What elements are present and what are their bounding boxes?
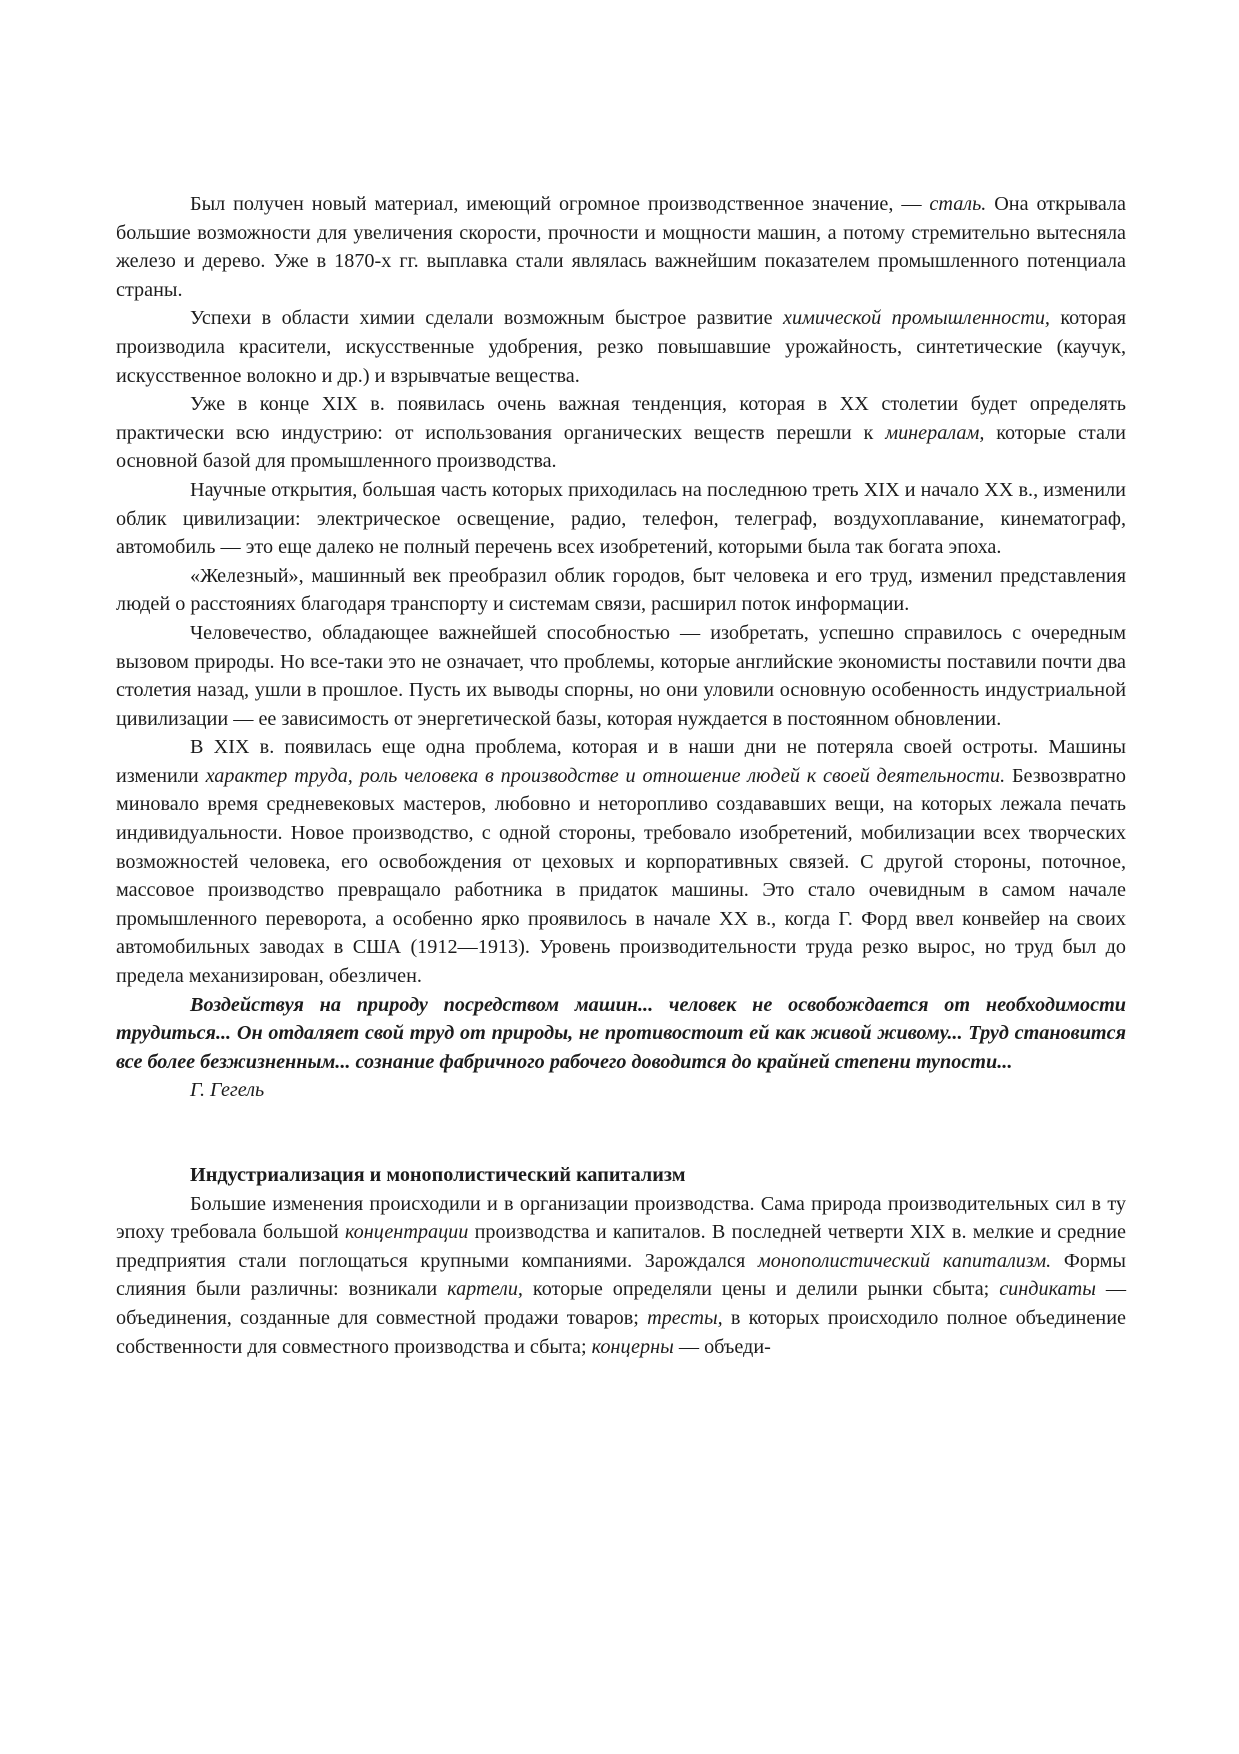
hegel-quote: Воздействуя на природу посредством машин... человек не освобождается от необходимости трудиться... Он отдаляет свой труд от природы, не противостоит ей как живой живому... Труд становится все более безжизненным... сознание фабричного рабочего доводится до крайней степени тупости...: [116, 993, 1126, 1073]
text-run: Уже в конце XIX в. появилась очень важная тенденция, которая в XX столетии будет определять практически всю индустрию: от использования органических веществ перешли к: [116, 393, 1126, 444]
text-run: Научные открытия, большая часть которых приходилась на последнюю треть XIX и начало XX в., изменили облик цивилизации: электрическое освещение, радио, телефон, телеграф, воздухоплавание, кинематограф, автомобиль — это еще далеко не полный перечень всех изобретений, которыми была так богата эпоха.: [116, 478, 1126, 559]
text-run: которые стали основной базой для промышленного производства.: [116, 421, 1126, 473]
quote-author: Г. Гегель: [190, 1079, 265, 1102]
text-run: — объединения, созданные для совместной продажи товаров;: [116, 1278, 1127, 1329]
text-run: — объеди-: [673, 1335, 771, 1358]
text-run: Большие изменения происходили и в организации производства. Сама природа производительных сил в ту эпоху требовала большой: [116, 1192, 1126, 1244]
paragraph-labor: [116, 733, 1126, 990]
italic-term: концерны: [591, 1335, 674, 1358]
text-run: Безвозвратно миновало время средневековых мастеров, любовно и неторопливо создававших вещи, на которых лежала печать индивидуальности. Новое производство, с одной стороны, требовало изобретений, мобилизации всех творческих возможностей человека, его освобождения от цеховых и корпоративных связей. С другой стороны, поточное, массовое производство превращало работника в придаток машины. Это стало очевидным в самом начале промышленного переворота, а особенно ярко проявилось в начале XX в., когда Г. Форд ввел конвейер на своих автомобильных заводах в США (1912—1913). Уровень производительности труда резко вырос, но труд был до предела механизирован, обезличен.: [116, 764, 1126, 988]
italic-term: монополистический капитализм.: [757, 1249, 1052, 1272]
italic-term: синдикаты: [999, 1278, 1096, 1301]
italic-term: характер труда, роль человека в производстве и отношение людей к своей деятельности.: [205, 764, 1006, 787]
text-run: Формы слияния были различны: возникали: [116, 1249, 1126, 1301]
document-page: [116, 190, 1126, 1361]
paragraph-iron-age: [116, 562, 1126, 619]
text-run: которые определяли цены и делили рынки сбыта;: [522, 1278, 1000, 1301]
text-run: Человечество, обладающее важнейшей способностью — изобретать, успешно справилось с очередным вызовом природы. Но все-таки это не означает, что проблемы, которые английские экономисты поставили почти два столетия назад, ушли в прошлое. Пусть их выводы спорны, но они уловили основную особенность индустриальной цивилизации — ее зависимость от энергетической базы, которая нуждается в постоянном обновлении.: [116, 621, 1126, 730]
section-paragraph: [116, 1190, 1126, 1362]
italic-term: сталь.: [929, 193, 987, 215]
italic-term: картели,: [447, 1278, 523, 1301]
italic-term: химической промышленности,: [782, 307, 1050, 330]
text-run: в которых происходило полное объединение собственности для совместного производства и сбыта;: [116, 1306, 1126, 1358]
paragraph-chemistry: [116, 304, 1126, 390]
paragraph-discoveries: [116, 476, 1126, 562]
text-run: производства и капиталов. В последней четверти XIX в. мелкие и средние предприятия стали поглощаться крупными компаниями. Зарождался: [116, 1221, 1126, 1272]
text-run: которая производила красители, искусственные удобрения, резко повышавшие урожайность, синтетические (каучук, искусственное волокно и др.) и взрывчатые вещества.: [116, 307, 1126, 387]
body-text: [116, 190, 1126, 991]
italic-term: концентрации: [344, 1221, 469, 1244]
paragraph-steel: [116, 190, 1126, 304]
text-run: Она открывала большие возможности для увеличения скорости, прочности и мощности машин, а потому стремительно вытесняла железо и дерево. Уже в 1870-х гг. выплавка стали являлась важнейшим показателем промышленного потенциала страны.: [116, 193, 1126, 301]
italic-term: тресты,: [647, 1306, 723, 1329]
text-run: Успехи в области химии сделали возможным быстрое развитие: [190, 307, 783, 330]
text-run: «Железный», машинный век преобразил облик городов, быт человека и его труд, изменил представления людей о расстояниях благодаря транспорту и системам связи, расширил поток информации.: [116, 564, 1126, 616]
paragraph-minerals: [116, 390, 1126, 476]
text-run: Был получен новый материал, имеющий огромное производственное значение, —: [190, 193, 930, 215]
italic-term: минералам,: [885, 421, 985, 444]
section-heading: Индустриализация и монополистический капитализм: [190, 1164, 686, 1186]
text-run: В XIX в. появилась еще одна проблема, которая и в наши дни не потеряла своей остроты. Машины изменили: [116, 736, 1126, 787]
paragraph-humanity: [116, 619, 1126, 733]
